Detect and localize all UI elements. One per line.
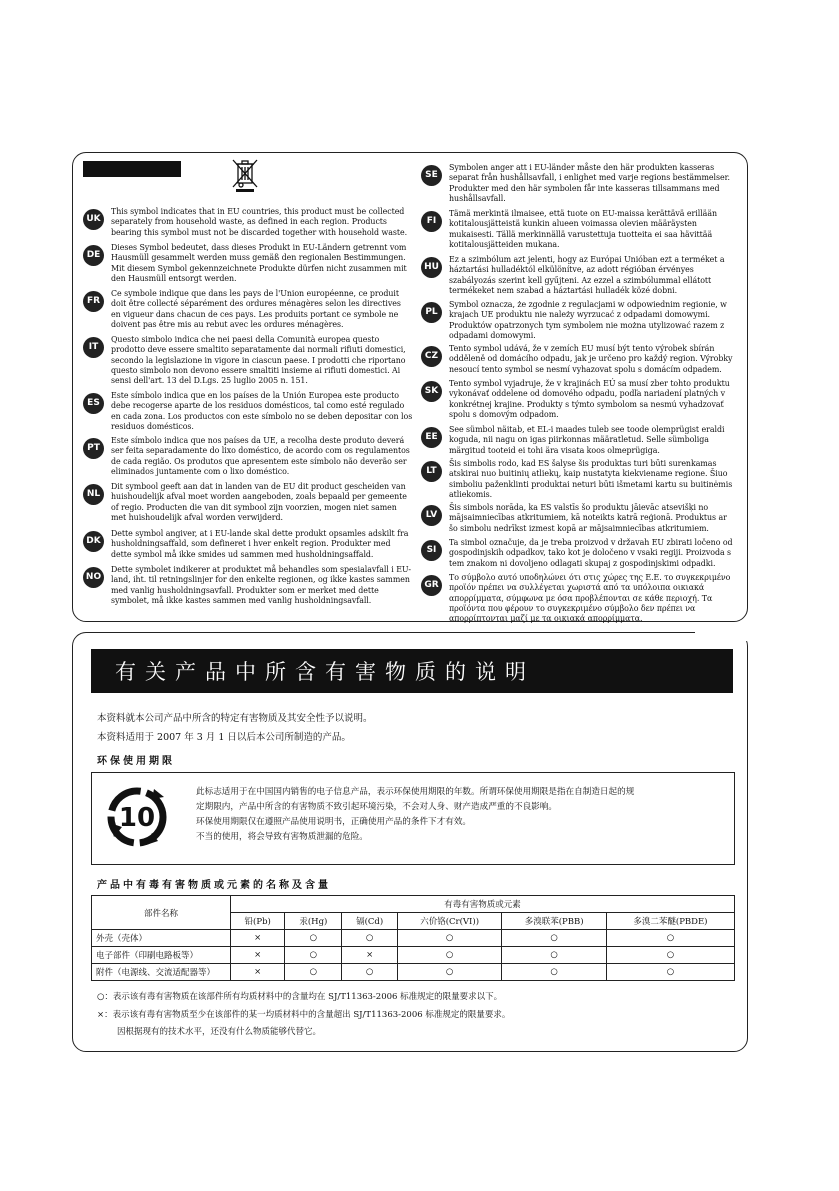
entry-text: Šis simbols norāda, ka ES valstīs šo produktu jāievāc atsevišķi no mājsaimniecības atkritumiem, kā noteikts katrā reģionā. Produktus ar šo simbolu nedrīkst izmest kopā ar mājsaimniecības atkritumiem. xyxy=(449,503,727,533)
mark: ○ xyxy=(285,930,342,947)
country-badge: UK xyxy=(83,209,104,230)
period-description xyxy=(196,785,716,845)
country-badge: PT xyxy=(83,438,104,459)
country-badge: SE xyxy=(421,165,442,186)
part-name: 附件（电源线、交流适配器等） xyxy=(92,964,231,981)
mark: ○ xyxy=(502,964,607,981)
entry-text: Ce symbole indique que dans les pays de l'Union européenne, ce produit doit être collecté séparément des ordures ménagères selon les directives en vigueur dans chacun de ces pays. Les produits portant ce symbole ne doivent pas être mis au rebut avec les ordures ménagères. xyxy=(111,289,401,329)
entry-text: Questo simbolo indica che nei paesi della Comunità europea questo prodotto deve essere smaltito separatamente dai normali rifiuti domestici, secondo la legislazione in vigore in ciascun paese. I prodotti che riportano questo simbolo non devono essere smaltiti insieme ai rifiuti domestici. Ai sensi dell'art. 13 del D.Lgs. 25 luglio 2005 n. 151. xyxy=(111,335,406,386)
country-badge: SI xyxy=(421,540,442,561)
table-row xyxy=(92,930,735,947)
country-badge: DK xyxy=(83,531,104,552)
period-heading: 环保使用期限 xyxy=(97,756,175,767)
rohs-title-bar xyxy=(91,649,733,693)
substance-header: 多溴联苯(PBB) xyxy=(502,913,607,930)
rohs-title: 有关产品中所含有害物质的说明 xyxy=(115,660,535,684)
mark: × xyxy=(231,930,285,947)
intro-line-2: 本资料适用于 2007 年 3 月 1 日以后本公司所制造的产品。 xyxy=(97,732,351,743)
mark: ○ xyxy=(397,947,501,964)
substance-header: 铅(Pb) xyxy=(231,913,285,930)
mark: ○ xyxy=(606,947,734,964)
country-badge: LV xyxy=(421,505,442,526)
substance-header: 汞(Hg) xyxy=(285,913,342,930)
period-text-line: 定期限内，产品中所含的有害物质不致引起环境污染，不会对人身、财产造成严重的不良影响。 xyxy=(196,802,557,812)
entry-text: Ez a szimbólum azt jelenti, hogy az Európai Unióban ezt a terméket a háztartási hulladéktól elkülönítve, az adott régióban érvényes szabályozás szerint kell gyűjteni. Az ezzel a szimbólummal ellátott termékeket nem szabad a háztartási hulladék közé dobni. xyxy=(449,255,725,295)
entry-text: Tento symbol udává, že v zemích EU musí být tento výrobek sbírán odděleně od domácího odpadu, jak je určeno pro každý region. Výrobky nesoucí tento symbol se nesmí vyhazovat spolu s domácím odpadem. xyxy=(449,344,733,374)
entry-text: Dette symbolet indikerer at produktet må behandles som spesialavfall i EU-land, iht. til retningslinjer for den enkelte regionen, og ikke kastes sammen med vanlig husholdningsavfall. Produkter som er merket med dette symbolet, må ikke kastes sammen med vanlig husholdningsavfall. xyxy=(111,565,411,605)
country-badge: IT xyxy=(83,337,104,358)
period-text-line: 不当的使用，将会导致有害物质泄漏的危险。 xyxy=(196,832,368,842)
crossed-out-wheelie-bin-icon xyxy=(229,157,261,193)
mark: ○ xyxy=(285,947,342,964)
entry-text: This symbol indicates that in EU countries, this product must be collected separately from household waste, as defined in each region. Products bearing this symbol must not be discarded together with household waste. xyxy=(111,207,408,237)
period-text-line: 环保使用期限仅在遵照产品使用说明书，正确使用产品的条件下才有效。 xyxy=(196,817,472,827)
entry-text: Tento symbol vyjadruje, že v krajinách EÚ sa musí zber tohto produktu vykonávať oddelene od domového odpadu, podľa nariadení platných v konkrétnej krajine. Produkty s týmto symbolom sa nesmú vyhadzovať spolu s domovým odpadom. xyxy=(449,379,730,419)
period-text-line: 此标志适用于在中国国内销售的电子信息产品，表示环保使用期限的年数。所谓环保使用期限是指在自制造日起的规 xyxy=(196,787,635,797)
period-years-number: 10 xyxy=(118,803,156,833)
environment-protection-period-icon xyxy=(102,783,172,851)
country-badge: SK xyxy=(421,381,442,402)
entry-text: Symbol oznacza, że zgodnie z regulacjami w odpowiednim regionie, w krajach UE produktu nie należy wyrzucać z odpadami domowymi. Produktów opatrzonych tym symbolem nie można utylizować razem z odpadami domowymi. xyxy=(449,300,727,340)
entry-text: Dieses Symbol bedeutet, dass dieses Produkt in EU-Ländern getrennt vom Hausmüll gesammelt werden muss gemäß den regionalen Bestimmungen. Mit diesem Symbol gekennzeichnete Produkte dürfen nicht zusammen mit den Hausmüll entsorgt werden. xyxy=(111,243,407,283)
country-badge: ES xyxy=(83,393,104,414)
mark: ○ xyxy=(342,964,398,981)
mark: ○ xyxy=(606,930,734,947)
mark: ○ xyxy=(502,930,607,947)
mark: ○ xyxy=(606,964,734,981)
legend-note-reason: 因根据现有的技术水平，还没有什么物质能够代替它。 xyxy=(117,1027,322,1037)
country-badge: CZ xyxy=(421,346,442,367)
mark: ○ xyxy=(397,930,501,947)
substance-header: 镉(Cd) xyxy=(342,913,398,930)
mark: ○ xyxy=(342,930,398,947)
country-badge: LT xyxy=(421,461,442,482)
entry-text: Dit symbool geeft aan dat in landen van de EU dit product gescheiden van huishoudelijk afval moet worden aangeboden, zoals bepaald per gemeente of regio. Producten die van dit symbool zijn voorzien, mogen niet samen met huishoudelijk afval worden verwijderd. xyxy=(111,482,407,522)
entry-text: Šis simbolis rodo, kad ES šalyse šis produktas turi būti surenkamas atskirai nuo buitinių atliekų, kaip nustatyta kiekviename regione. Šiuo simboliu paženklinti produktai neturi būti išmetami kartu su buitinėmis atliekomis. xyxy=(449,459,733,499)
entry-text: Tämä merkintä ilmaisee, että tuote on EU-maissa kerättävä erillään kotitalousjätteistä kunkin alueen voimassa olevien määräysten mukaisesti. Tällä merkinnällä varustettuja tuotteita ei saa hävittää kotitalousjätteiden mukana. xyxy=(449,209,718,249)
hazardous-substances-table xyxy=(91,895,735,981)
country-badge: PL xyxy=(421,302,442,323)
country-badge: EE xyxy=(421,427,442,448)
table-heading: 产品中有毒有害物质或元素的名称及含量 xyxy=(97,880,331,891)
country-badge: NL xyxy=(83,484,104,505)
country-badge: NO xyxy=(83,567,104,588)
substances-group-header: 有毒有害物质或元素 xyxy=(231,896,735,913)
period-box xyxy=(91,772,735,865)
corner-tab xyxy=(695,623,747,641)
part-name: 电子部件（印刷电路板等） xyxy=(92,947,231,964)
entry-text: See sümbol näitab, et EL-i maades tuleb see toode olemprügist eraldi koguda, nii nagu on igas piirkonnas määratletud. Selle sümboliga märgitud tooteid ei tohi ära visata koos olmeprügiga. xyxy=(449,425,725,455)
mark: × xyxy=(342,947,398,964)
entry-text: Symbolen anger att i EU-länder måste den här produkten kasseras separat från hushållsavfall, i enlighet med varje regions bestämmelser. Produkter med den här symbolen får inte kasseras tillsammans med hushållsavfall. xyxy=(449,163,730,203)
substance-header: 六价铬(Cr(VI)) xyxy=(397,913,501,930)
mark: × xyxy=(231,964,285,981)
mark: ○ xyxy=(502,947,607,964)
country-badge: GR xyxy=(421,575,442,596)
table-header-row xyxy=(92,896,735,913)
table-row xyxy=(92,947,735,964)
country-badge: FI xyxy=(421,211,442,232)
substance-header: 多溴二苯醚(PBDE) xyxy=(606,913,734,930)
legend-note-circle: ○：表示该有毒有害物质在该部件所有均质材料中的含量均在 SJ/T11363-2006 标准规定的限量要求以下。 xyxy=(97,992,503,1002)
country-badge: FR xyxy=(83,291,104,312)
entry-text: Ta simbol označuje, da je treba proizvod v državah EU zbirati ločeno od gospodinjskih odpadkov, tako kot je določeno v vsaki regiji. Proizvoda s tem znakom ni dovoljeno odlagati skupaj z gospodinjskimi odpadki. xyxy=(449,538,733,568)
entry-text: Este símbolo indica que nos países da UE, a recolha deste produto deverá ser feita separadamente do lixo doméstico, de acordo com os regulamentos de cada região. Os produtos que apresentem este símbolo não deverão ser eliminados juntamente com o lixo doméstico. xyxy=(111,436,410,476)
table-row xyxy=(92,964,735,981)
entry-text: Este símbolo indica que en los países de la Unión Europea este producto debe recogerse aparte de los residuos domésticos, tal como esté regulado en cada zona. Los productos con este símbolo no se deben depositar con los residuos domésticos. xyxy=(111,391,413,431)
mark: ○ xyxy=(285,964,342,981)
part-name: 外壳（壳体） xyxy=(92,930,231,947)
country-badge: HU xyxy=(421,257,442,278)
intro-line-1: 本资料就本公司产品中所含的特定有害物质及其安全性予以说明。 xyxy=(97,713,373,724)
part-name-header: 部件名称 xyxy=(92,896,231,930)
country-badge: DE xyxy=(83,245,104,266)
weee-notice-box xyxy=(72,152,748,622)
china-rohs-box xyxy=(72,632,748,1052)
entry-text: Dette symbol angiver, at i EU-lande skal dette produkt opsamles adskilt fra husholdningsaffald, som defineret i hver enkelt region. Produkter med dette symbol må ikke smides ud sammen med husholdningsaffald. xyxy=(111,529,409,559)
legend-note-cross: ×：表示该有毒有害物质至少在该部件的某一均质材料中的含量超出 SJ/T11363-2006 标准规定的限量要求。 xyxy=(97,1010,511,1020)
mark: × xyxy=(231,947,285,964)
header-bar xyxy=(83,161,181,177)
entry-text: Το σύμβολο αυτό υποδηλώνει ότι στις χώρες της Ε.Ε. το συγκεκριμένο προϊόν πρέπει να συλλέγεται χωριστά από τα υπόλοιπα οικιακά απορρίμματα, σύμφωνα με όσα προβλέπονται σε κάθε περιοχή. Τα προϊόντα που φέρουν το συγκεκριμένο σύμβολο δεν πρέπει να απορρίπτονται μαζί με τα οικιακά απορρίμματα. xyxy=(449,573,731,624)
mark: ○ xyxy=(397,964,501,981)
